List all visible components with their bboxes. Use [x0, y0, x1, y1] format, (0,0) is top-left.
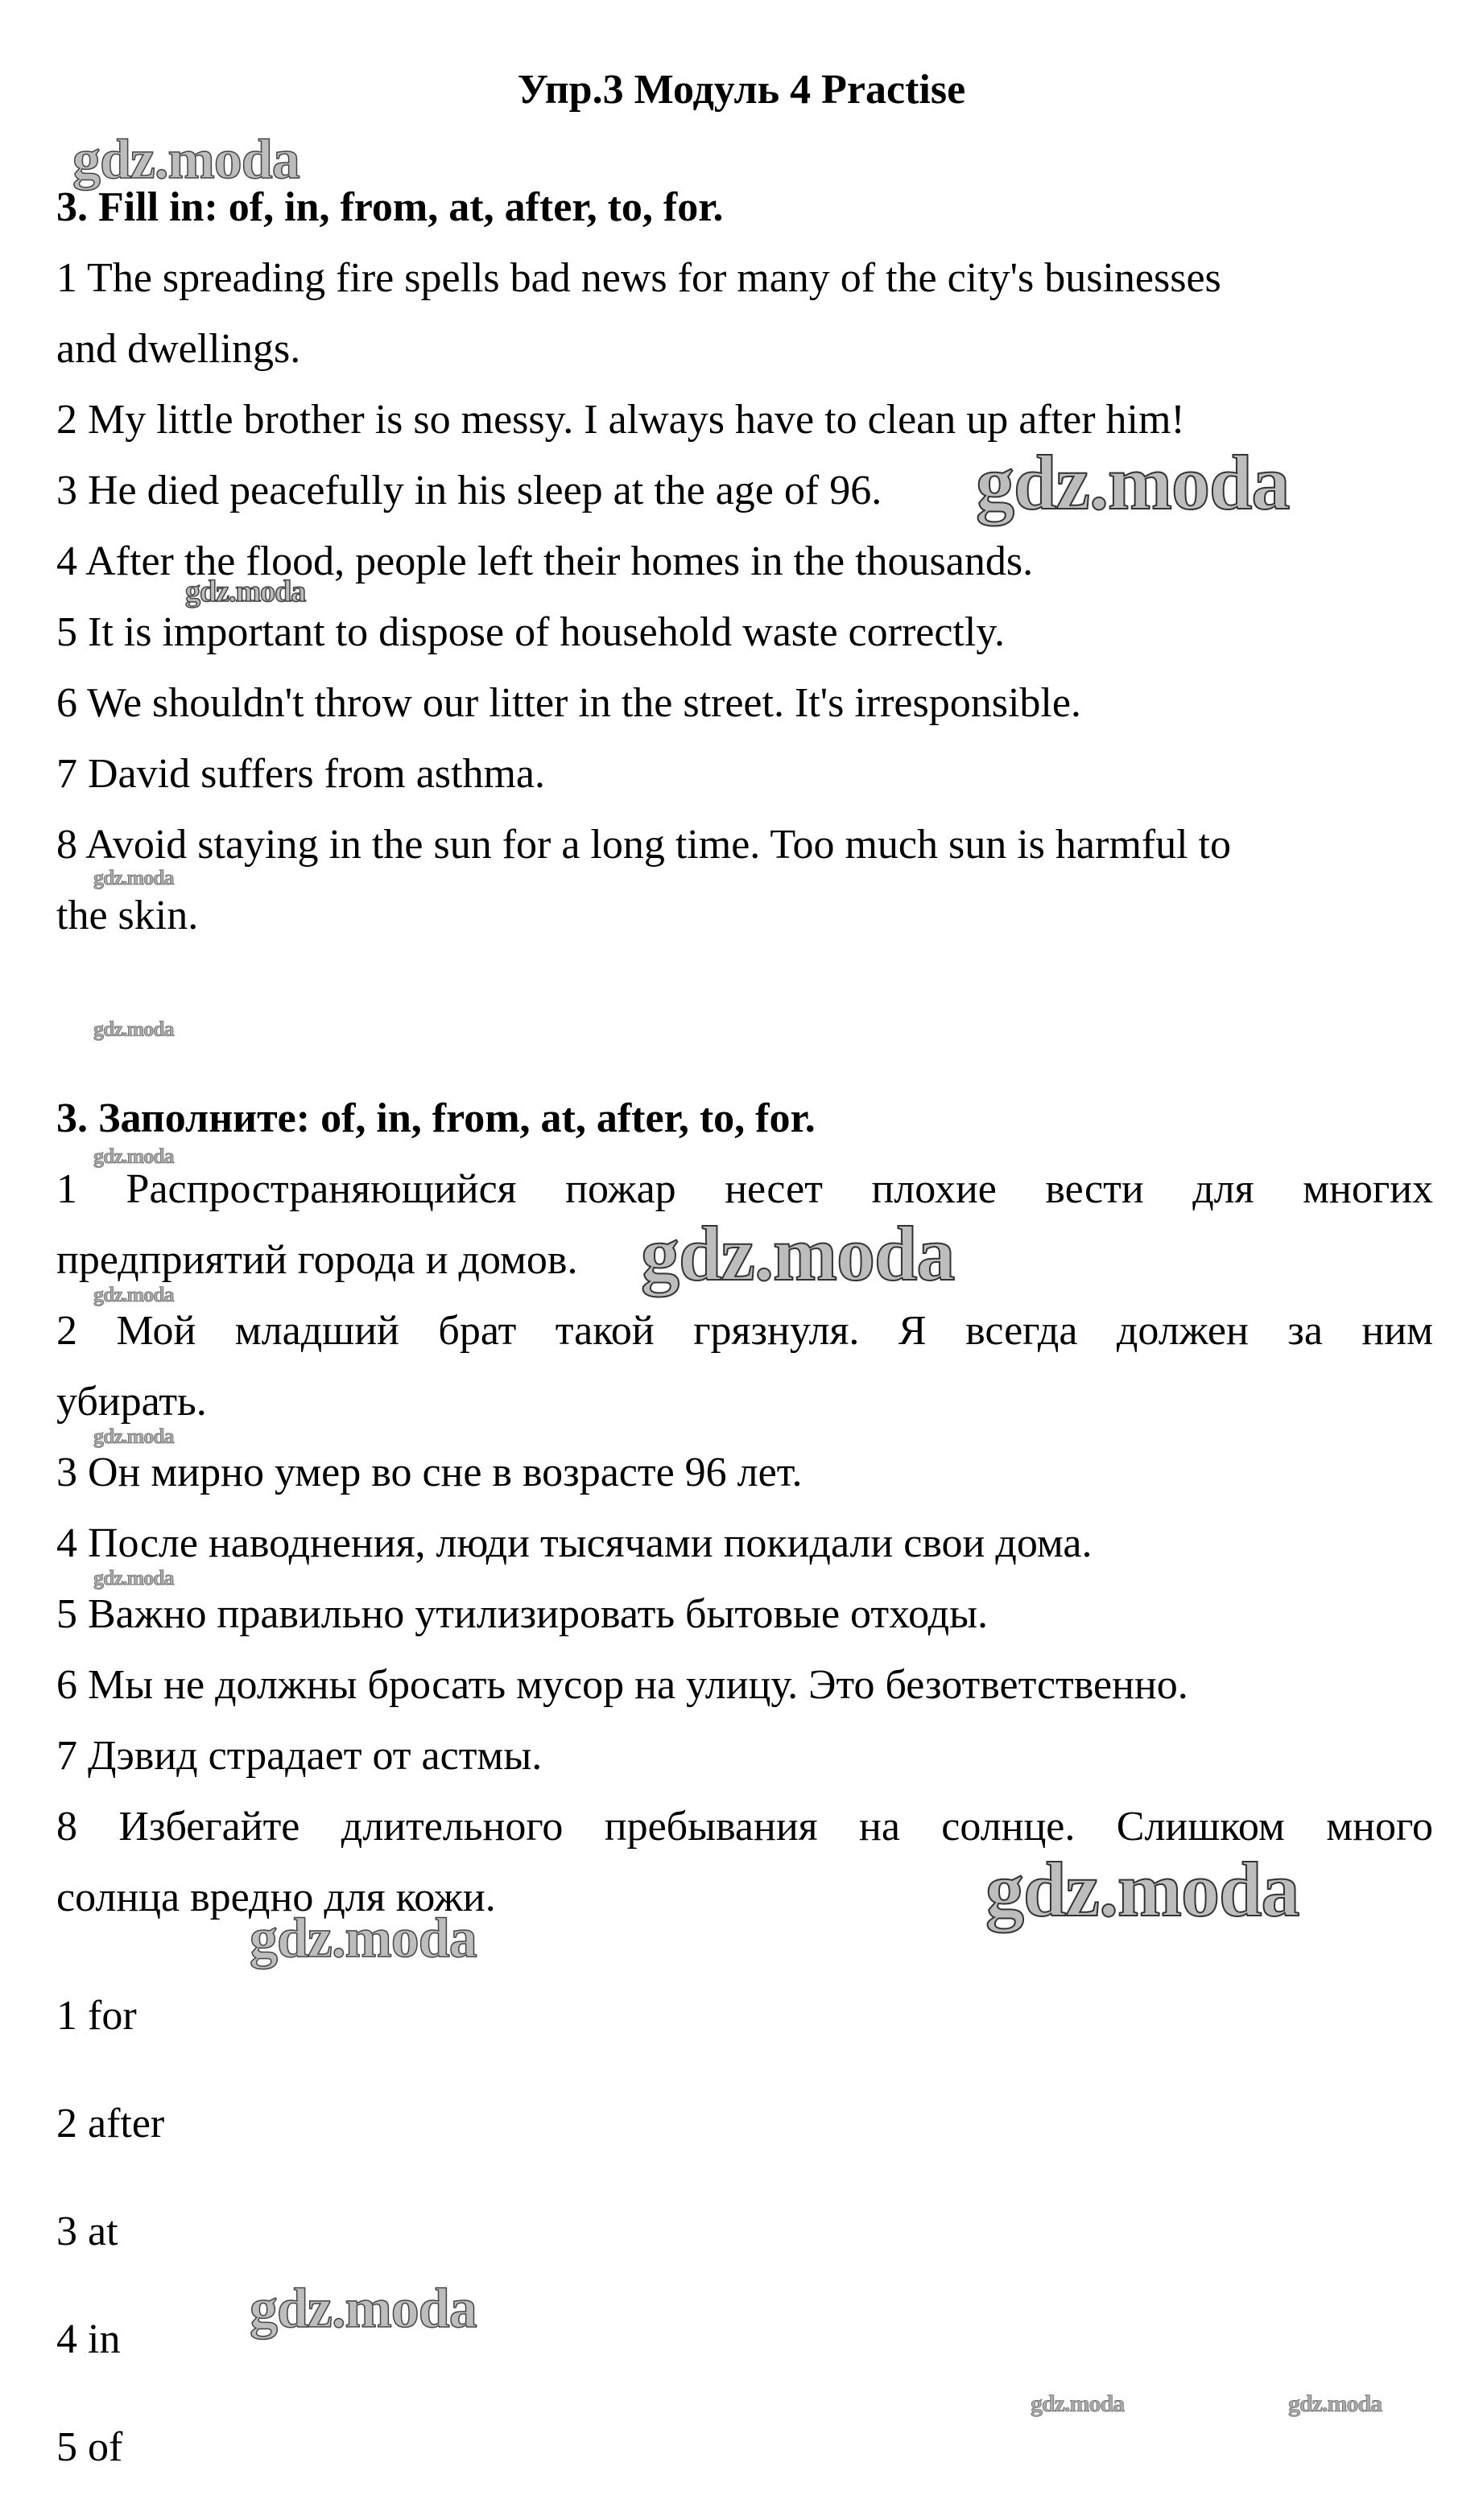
answer-item: 1 for — [56, 1993, 137, 2039]
sentence-line: 3 He died peacefully in his sleep at the age of 96. — [56, 468, 882, 513]
sentence-line: 1 The spreading fire spells bad news for many of the city's businesses — [56, 255, 1221, 301]
page-title: Упр.3 Модуль 4 Practise — [517, 67, 966, 113]
sentence-line: and dwellings. — [56, 326, 301, 372]
sentence-line: предприятий города и домов. — [56, 1237, 578, 1283]
answer-item: 5 of — [56, 2424, 123, 2470]
answer-item: 3 at — [56, 2209, 118, 2254]
sentence-line: солнца вредно для кожи. — [56, 1875, 496, 1920]
sentence-line: убирать. — [56, 1379, 207, 1425]
exercise-heading: 3. Заполните: of, in, from, at, after, to, for. — [56, 1095, 816, 1141]
watermark: gdz.moda — [93, 866, 174, 889]
sentence-line: 5 Важно правильно утилизировать бытовые отходы. — [56, 1591, 988, 1637]
sentence-line: 4 After the flood, people left their homes in the thousands. — [56, 538, 1034, 584]
watermark: gdz.moda — [93, 1145, 174, 1168]
sentence-line: 2 My little brother is so messy. I always have to clean up after him! — [56, 397, 1185, 443]
watermark: gdz.moda — [1288, 2390, 1382, 2417]
watermark: gdz.moda — [93, 1283, 174, 1306]
watermark: gdz.moda — [641, 1211, 955, 1297]
watermark: gdz.moda — [93, 1425, 174, 1448]
exercise-heading: 3. Fill in: of, in, from, at, after, to, for. — [56, 184, 724, 230]
english-exercise — [56, 172, 1433, 951]
sentence-line: 3 Он мирно умер во сне в возрасте 96 лет. — [56, 1450, 803, 1495]
sentence-line: 7 David suffers from asthma. — [56, 751, 546, 797]
watermark: gdz.moda — [93, 1017, 174, 1041]
sentence-line: 6 We shouldn't throw our litter in the street. It's irresponsible. — [56, 680, 1081, 726]
sentence-line: 5 It is important to dispose of household waste correctly. — [56, 609, 1005, 655]
watermark: gdz.moda — [185, 575, 306, 608]
sentence-line: 7 Дэвид страдает от астмы. — [56, 1733, 543, 1779]
watermark: gdz.moda — [976, 439, 1290, 526]
watermark: gdz.moda — [250, 1908, 477, 1969]
sentence-line: 8 Избегайте длительного пребывания на солнце. Слишком много — [56, 1804, 1433, 1850]
sentence-line: the skin. — [56, 893, 199, 938]
watermark: gdz.moda — [250, 2278, 477, 2340]
sentence-line: 2 Мой младший брат такой грязнуля. Я всегда должен за ним — [56, 1308, 1433, 1354]
watermark: gdz.moda — [1031, 2390, 1125, 2417]
answer-item: 2 after — [56, 2101, 165, 2147]
sentence-line: 4 После наводнения, люди тысячами покидали свои дома. — [56, 1520, 1093, 1566]
watermark: gdz.moda — [985, 1846, 1299, 1932]
sentence-line: 6 Мы не должны бросать мусор на улицу. Это безответственно. — [56, 1662, 1188, 1708]
watermark: gdz.moda — [72, 129, 299, 191]
answer-item: 4 in — [56, 2316, 121, 2362]
sentence-line: 1 Распространяющийся пожар несет плохие вести для многих — [56, 1166, 1433, 1212]
answers-list — [56, 1962, 164, 2501]
watermark: gdz.moda — [93, 1566, 174, 1590]
sentence-line: 8 Avoid staying in the sun for a long time. Too much sun is harmful to — [56, 822, 1231, 868]
